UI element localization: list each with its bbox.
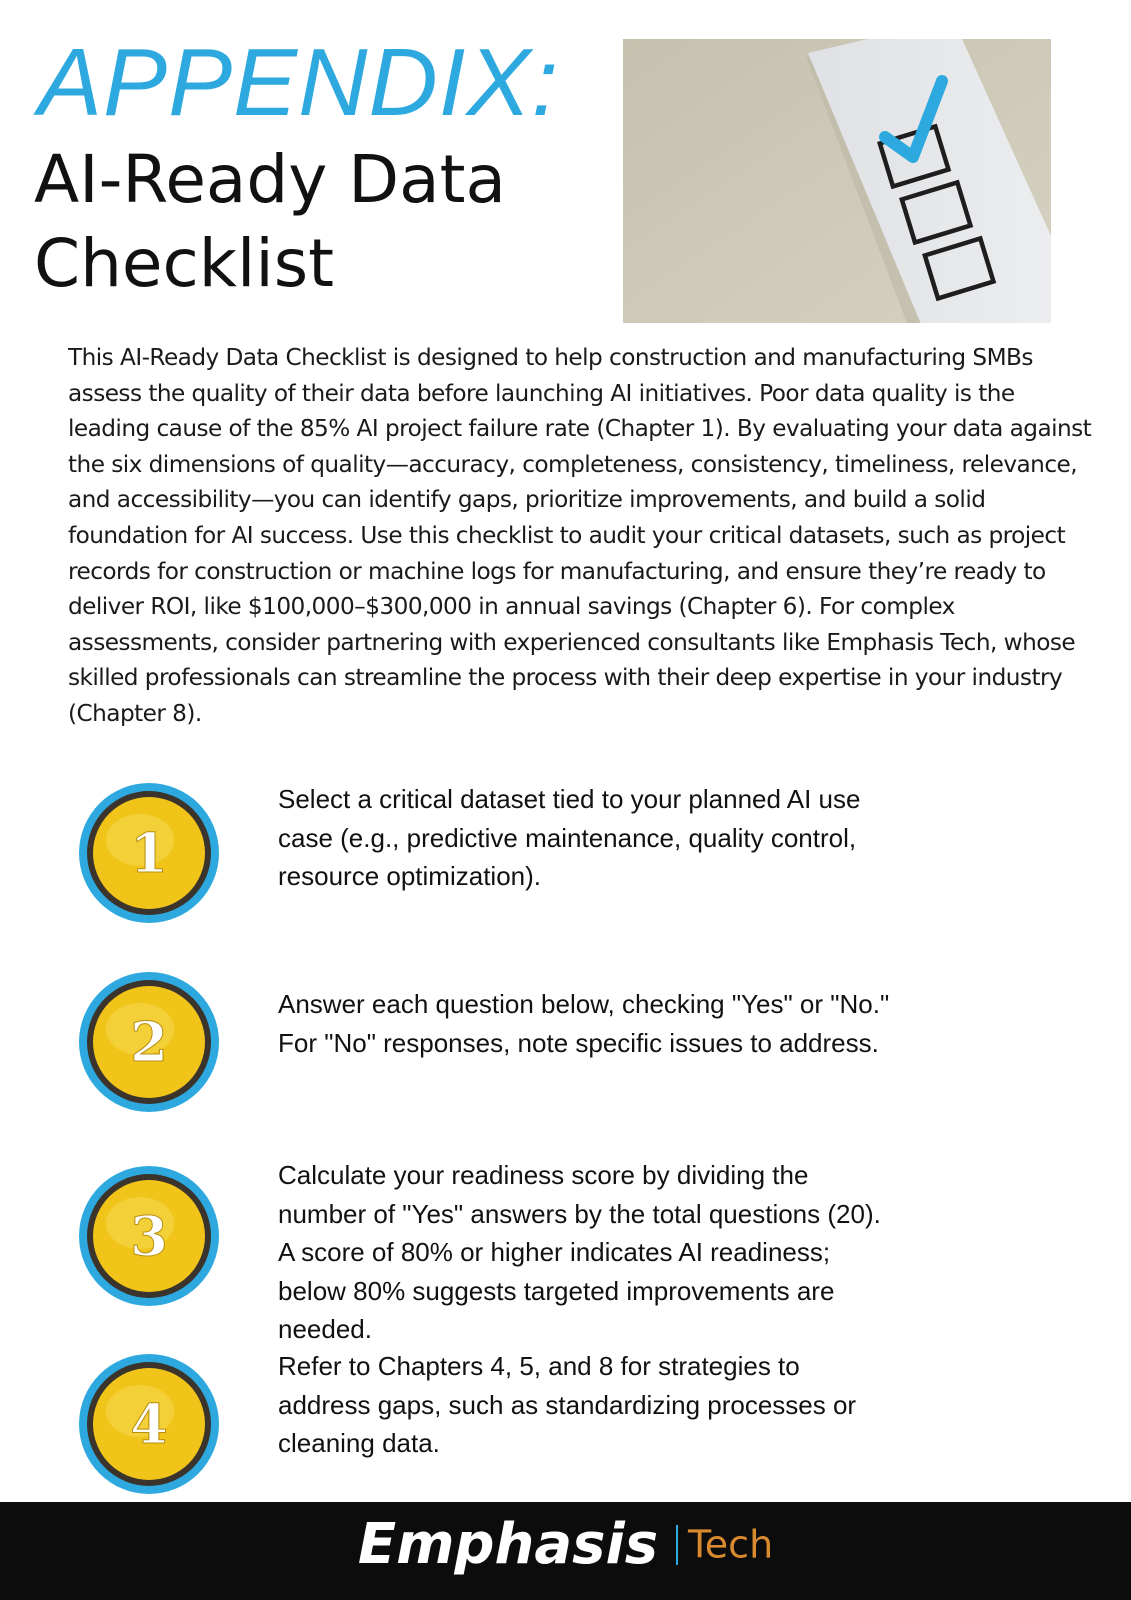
step-number-badge (78, 1165, 220, 1307)
brand-separator (676, 1525, 678, 1565)
step-number-badge (78, 971, 220, 1113)
brand-sub: Tech (688, 1522, 774, 1567)
step-number: 1 (130, 821, 168, 885)
intro-paragraph: This AI-Ready Data Checklist is designed to help construction and manufacturing SMBs assess the quality of their data before launching AI initiatives. Poor data quality is the leading cause of the 85% AI project failure rate (Chapter 1). By evaluating your data against the six dimensions of quality—accuracy, completeness, consistency, timeliness, relevance, and accessibility—you can identify gaps, prioritize improvements, and build a solid foundation for AI success. Use this checklist to audit your critical datasets, such as project records for construction or machine logs for manufacturing, and ensure they’re ready to deliver ROI, like $100,000–$300,000 in annual savings (Chapter 6). For complex assessments, consider partnering with experienced consultants like Emphasis Tech, whose skilled professionals can streamline the process with their deep expertise in your industry (Chapter 8). (68, 344, 1092, 727)
step-number: 4 (130, 1392, 168, 1456)
step-number: 2 (130, 1010, 168, 1074)
brand-logo (0, 1512, 1131, 1577)
brand-name: Emphasis (357, 1512, 659, 1577)
step-text: Calculate your readiness score by dividing the number of "Yes" answers by the total questions (20). A score of 80% or higher indicates AI readiness; below 80% suggests targeted improvements are needed. (278, 1160, 881, 1344)
step-number-badge (78, 1353, 220, 1495)
step-text: Answer each question below, checking "Yes" or "No." For "No" responses, note specific issues to address. (278, 989, 890, 1058)
step-text: Refer to Chapters 4, 5, and 8 for strategies to address gaps, such as standardizing processes or cleaning data. (278, 1351, 857, 1458)
hero-image (623, 39, 1051, 323)
checklist-checkbox-icon (623, 39, 1051, 323)
step-number-badge (78, 782, 220, 924)
footer-bar (0, 1502, 1131, 1600)
step-text: Select a critical dataset tied to your planned AI use case (e.g., predictive maintenance, quality control, resource optimization). (278, 784, 861, 891)
page-title: AI-Ready Data Checklist (34, 141, 506, 302)
step-number: 3 (130, 1204, 168, 1268)
appendix-title: APPENDIX: (38, 29, 560, 136)
